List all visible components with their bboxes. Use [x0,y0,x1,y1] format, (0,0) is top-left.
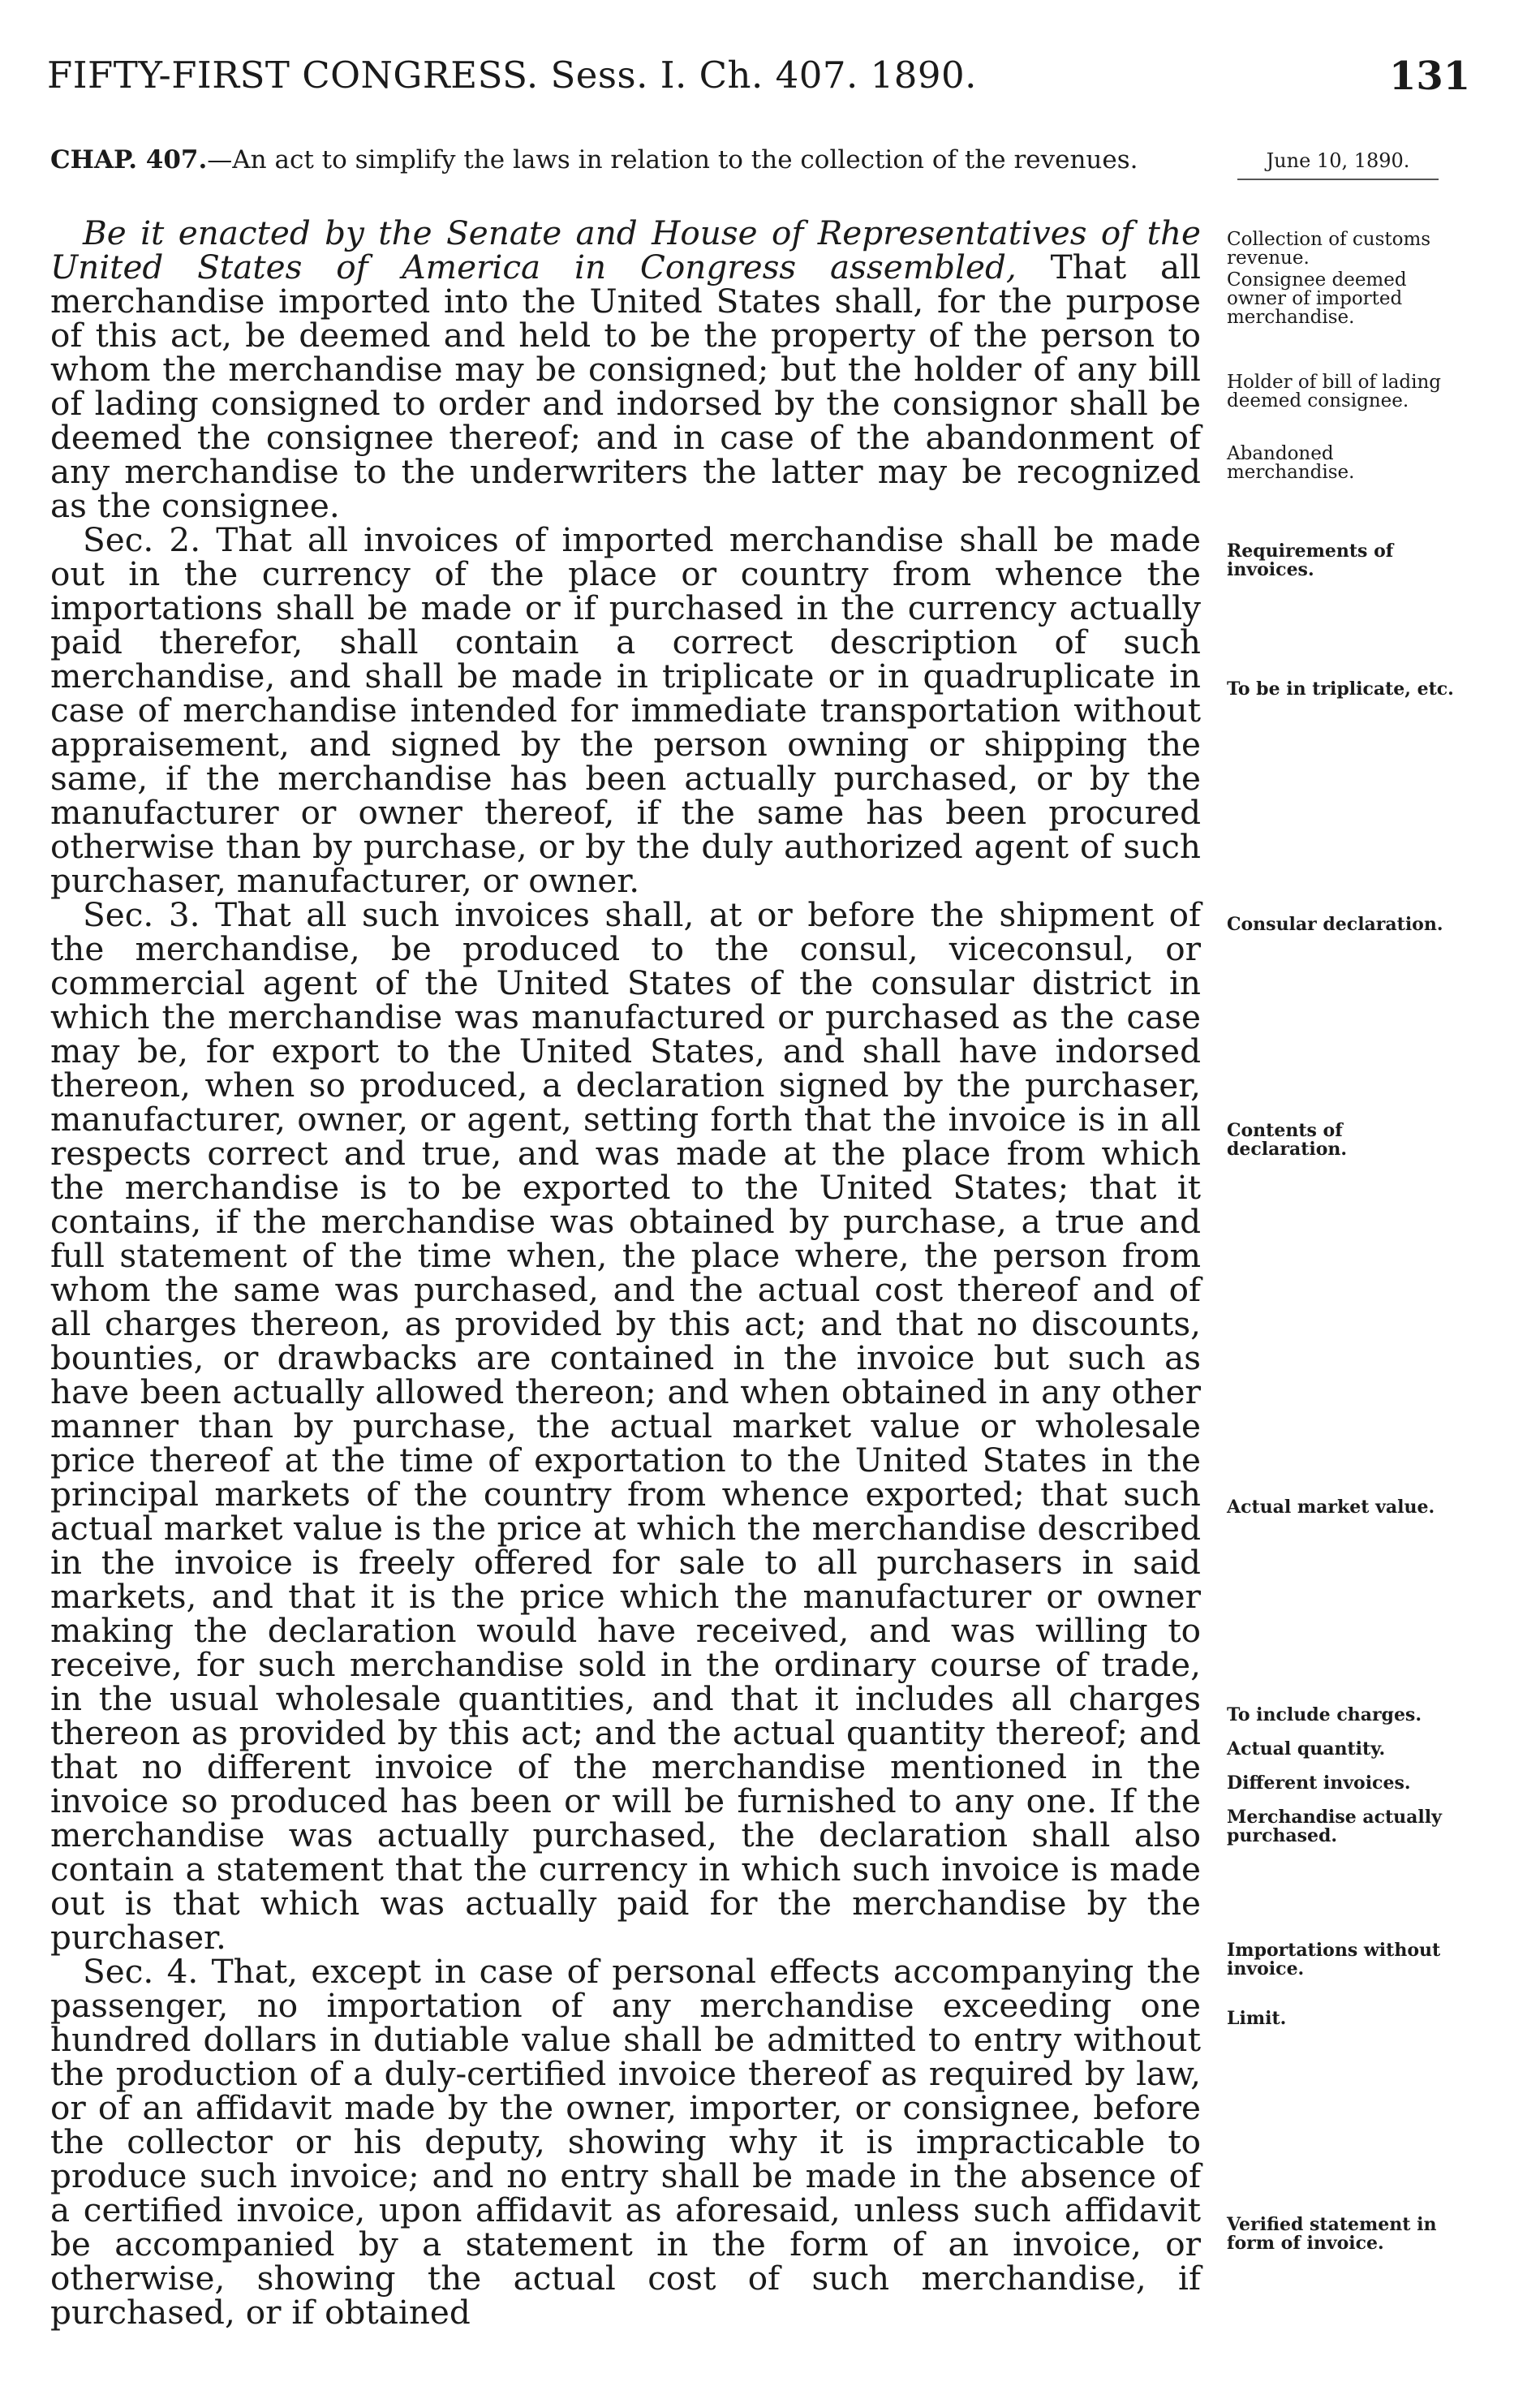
margin-note: Contents of declaration. [1227,1120,1348,1160]
margin-note: Collection of customs revenue. [1227,229,1431,269]
margin-note: Different invoices. [1227,1773,1411,1794]
section-3-text: That all such invoices shall, at or before the shipment of the merchandise, be produced to the consul, viceconsul, or commercial agent of the United States of the consular district in which the merchandise was manufactured or purchased as the case may be, for export to the United States, and shall have indorsed thereon, when so produced, a declaration signed by the purchaser, manufacturer, owner, or agent, setting forth that the invoice is in all respects correct and true, and was made at the place from which the merchandise is to be exported to the United States; that it contains, if the merchandise was obtained by purchase, a true and full statement of the time when, the place where, the person from whom the same was purchased, and the actual cost thereof and of all charges thereon, as provided by this act; and that no discounts, bounties, or drawbacks are contained in the invoice but such as have been actually allowed thereon; and when obtained in any other manner than by purchase, the actual market value or wholesale price thereof at the time of exportation to the United States in the principal markets of the country from whence exported; that such actual market value is the price at which the merchandise described in the invoice is freely offered for sale to all purchasers in said markets, and that it is the price which the manufacturer or owner making the declaration would have received, and was willing to receive, for such merchandise sold in the ordinary course of trade, in the usual wholesale quantities, and that it includes all charges thereon as provided by this act; and the actual quantity thereof; and that no different invoice of the merchandise mentioned in the invoice so produced has been or will be furnished to any one. If the merchandise was actually purchased, the declaration shall also contain a statement that the currency in which such invoice is made out is that which was actually paid for the merchandise by the purchaser. [50,895,1201,1957]
margin-note: Merchandise actually purchased. [1227,1807,1442,1846]
margin-note: Verified statement in form of invoice. [1227,2214,1437,2254]
running-head: FIFTY-FIRST CONGRESS. Sess. I. Ch. 407. 1890. [47,54,977,97]
section-4-label: Sec. 4. [83,1952,199,1991]
section-2-text: That all invoices of imported merchandise shall be made out in the currency of the place or country from whence the importations shall be made or if purchased in the currency actually paid therefor, shall contain a correct description of such merchandise, and shall be made in triplicate or in quadruplicate in case of merchandise intended for immediate transportation without appraisement, and signed by the person owning or shipping the same, if the merchandise has been actually purchased, or by the manufacturer or owner thereof, if the same has been procured otherwise than by purchase, or by the duly authorized agent of such purchaser, manufacturer, or owner. [50,520,1201,900]
chapter-label: CHAP. 407. [50,145,208,174]
margin-note: Consular declaration. [1227,914,1443,935]
enacting-clause: Be it enacted by the Senate and House of Representatives of the United States of America in Congress assembled, [50,213,1201,286]
margin-note: Actual market value. [1227,1497,1435,1518]
margin-note: Holder of bill of lading deemed consignee. [1227,372,1442,411]
chapter-heading [50,146,1201,174]
section-4-text: That, except in case of personal effects accompanying the passenger, no importation of any merchandise exceeding one hundred dollars in dutiable value shall be admitted to entry without the production of a duly-certified invoice thereof as required by law, or of an affidavit made by the owner, importer, or consignee, before the collector or his deputy, showing why it is impracticable to produce such invoice; and no entry shall be made in the absence of a certified invoice, upon affidavit as aforesaid, unless such affidavit be accompanied by a statement in the form of an invoice, or otherwise, showing the actual cost of such merchandise, if purchased, or if obtained [50,1952,1201,2332]
margin-note: To be in triplicate, etc. [1227,678,1454,700]
margin-note: Actual quantity. [1227,1738,1386,1760]
section-3 [50,895,1201,1957]
section-2 [50,520,1201,900]
margin-note: Requirements of invoices. [1227,541,1394,580]
margin-note: Consignee deemed owner of imported merchandise. [1227,269,1407,328]
margin-note: Importations without invoice. [1227,1940,1441,1979]
section-4 [50,1952,1201,2332]
section-1-text: That all merchandise imported into the United States shall, for the purpose of this act, be deemed and held to be the property of the person to whom the merchandise may be consigned; but the holder of any bill of lading consigned to order and indorsed by the consignor shall be deemed the consignee thereof; and in case of the abandonment of any merchandise to the underwriters the latter may be recognized as the consignee. [50,248,1202,525]
section-1 [50,213,1202,525]
margin-note: Limit. [1227,2008,1287,2029]
section-3-label: Sec. 3. [83,895,200,934]
enactment-date: June 10, 1890. [1237,149,1439,180]
statute-text [50,145,1202,2332]
margin-note: Abandoned merchandise. [1227,443,1355,483]
chapter-title: —An act to simplify the laws in relation to the collection of the revenues. [207,145,1138,174]
section-2-label: Sec. 2. [83,520,201,559]
page-header [0,0,1540,114]
page-number: 131 [1389,54,1471,99]
margin-note: To include charges. [1227,1704,1422,1725]
